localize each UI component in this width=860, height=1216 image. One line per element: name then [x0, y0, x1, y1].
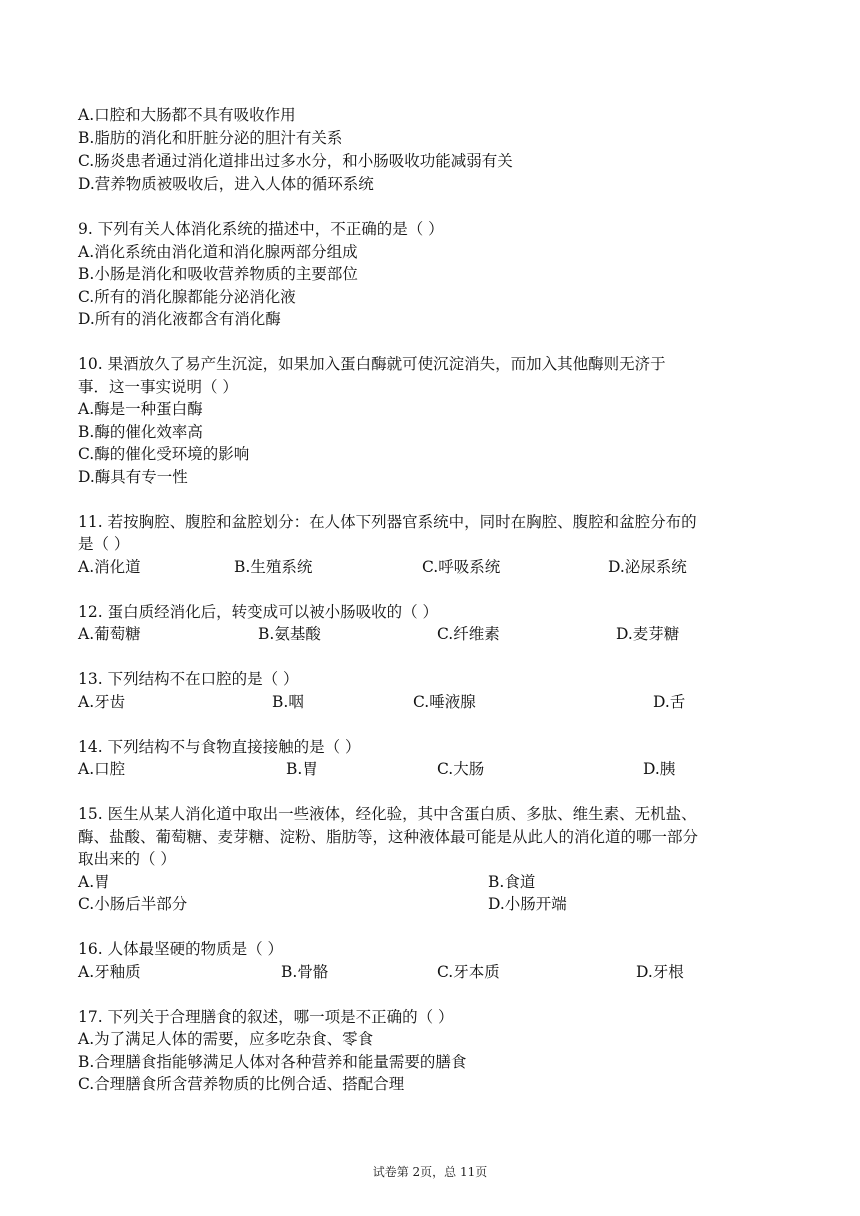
q9-option-c: C.所有的消化腺都能分泌消化液: [78, 288, 296, 306]
q13-option-d: D.舌: [653, 693, 686, 711]
q10-option-d: D.酶具有专一性: [78, 468, 188, 486]
q16-option-c: C.牙本质: [437, 963, 500, 981]
q12-option-b: B.氨基酸: [258, 625, 321, 643]
q17-option-b: B.合理膳食指能够满足人体对各种营养和能量需要的膳食: [78, 1053, 467, 1071]
q15-option-b: B.食道: [488, 873, 536, 891]
q11-stem-line1: 11. 若按胸腔、腹腔和盆腔划分：在人体下列器官系统中，同时在胸腔、腹腔和盆腔分布的: [78, 513, 697, 531]
q13-option-c: C.唾液腺: [413, 693, 476, 711]
q9-option-d: D.所有的消化液都含有消化酶: [78, 310, 281, 328]
q14-option-a: A.口腔: [78, 760, 126, 778]
q17-stem: 17. 下列关于合理膳食的叙述，哪一项是不正确的（ ）: [78, 1008, 454, 1026]
q10-option-b: B.酶的催化效率高: [78, 423, 203, 441]
q16-option-a: A.牙釉质: [78, 963, 141, 981]
q16-option-d: D.牙根: [636, 963, 684, 981]
q11-stem-line2: 是（ ）: [78, 535, 130, 553]
q15-option-d: D.小肠开端: [488, 895, 567, 913]
q11-option-d: D.泌尿系统: [608, 558, 687, 576]
q15-option-c: C.小肠后半部分: [78, 895, 188, 913]
page-footer: 试卷第 2页，总 11页: [372, 1165, 488, 1179]
q16-option-b: B.骨骼: [281, 963, 329, 981]
q14-option-d: D.胰: [643, 760, 676, 778]
q11-option-c: C.呼吸系统: [422, 558, 501, 576]
q15-stem-line2: 酶、盐酸、葡萄糖、麦芽糖、淀粉、脂肪等，这种液体最可能是从此人的消化道的哪一部分: [78, 828, 699, 846]
q13-option-b: B.咽: [272, 693, 304, 711]
q9-stem: 9. 下列有关人体消化系统的描述中，不正确的是（ ）: [78, 220, 444, 238]
q15-option-a: A.胃: [78, 873, 110, 891]
q9-option-b: B.小肠是消化和吸收营养物质的主要部位: [78, 265, 358, 283]
q9-option-a: A.消化系统由消化道和消化腺两部分组成: [78, 243, 358, 261]
q10-option-a: A.酶是一种蛋白酶: [78, 400, 203, 418]
q15-stem-line1: 15. 医生从某人消化道中取出一些液体，经化验，其中含蛋白质、多肽、维生素、无机盐、: [78, 805, 697, 823]
q12-option-a: A.葡萄糖: [78, 625, 141, 643]
q14-option-c: C.大肠: [437, 760, 485, 778]
q12-option-d: D.麦芽糖: [616, 625, 680, 643]
q15-stem-line3: 取出来的（ ）: [78, 850, 176, 868]
q14-option-b: B.胃: [286, 760, 318, 778]
q10-stem-line2: 事．这一事实说明（ ）: [78, 378, 238, 396]
q11-option-b: B.生殖系统: [234, 558, 313, 576]
q17-option-c: C.合理膳食所含营养物质的比例合适、搭配合理: [78, 1075, 405, 1093]
q8-option-d: D.营养物质被吸收后，进入人体的循环系统: [78, 175, 374, 193]
q12-stem: 12. 蛋白质经消化后，转变成可以被小肠吸收的（ ）: [78, 603, 439, 621]
q11-option-a: A.消化道: [78, 558, 141, 576]
q8-option-a: A.口腔和大肠都不具有吸收作用: [78, 106, 296, 124]
q13-stem: 13. 下列结构不在口腔的是（ ）: [78, 670, 299, 688]
q13-option-a: A.牙齿: [78, 693, 126, 711]
q8-option-b: B.脂肪的消化和肝脏分泌的胆汁有关系: [78, 129, 343, 147]
q17-option-a: A.为了满足人体的需要，应多吃杂食、零食: [78, 1030, 374, 1048]
q10-option-c: C.酶的催化受环境的影响: [78, 445, 250, 463]
q16-stem: 16. 人体最坚硬的物质是（ ）: [78, 940, 284, 958]
q14-stem: 14. 下列结构不与食物直接接触的是（ ）: [78, 738, 361, 756]
q12-option-c: C.纤维素: [437, 625, 500, 643]
q10-stem-line1: 10. 果酒放久了易产生沉淀，如果加入蛋白酶就可使沉淀消失，而加入其他酶则无济于: [78, 355, 666, 373]
q8-option-c: C.肠炎患者通过消化道排出过多水分，和小肠吸收功能减弱有关: [78, 152, 513, 170]
